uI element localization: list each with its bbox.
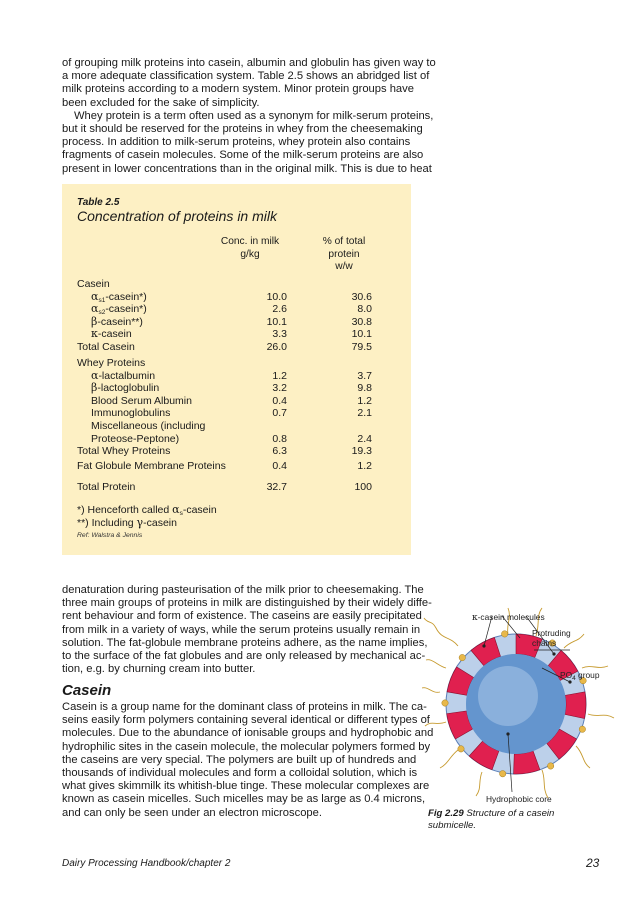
table-row: Immunoglobulins 0.7 2.1 bbox=[91, 407, 372, 420]
submicelle-diagram bbox=[422, 596, 622, 806]
text-line: of grouping milk proteins into casein, albumin and globulin has given way to bbox=[62, 57, 436, 69]
po4-spot bbox=[442, 700, 448, 706]
table-row: Proteose-Peptone) 0.8 2.4 bbox=[91, 432, 372, 445]
po4-spot bbox=[458, 746, 464, 752]
text-line: and can only be seen under an electron microscope. bbox=[62, 806, 322, 819]
text-line: the caseins are very special. The polymers are built up of hundreds and bbox=[62, 753, 417, 766]
text-line: solution. The fat-globule membrane proteins adhere, as the name implies, bbox=[62, 636, 428, 649]
text-line: what gives skimmilk its whitish-blue tinge. These molecular complexes are bbox=[62, 780, 430, 793]
po4-group-label: $PO_4$ group bbox=[560, 670, 600, 682]
table-title: Concentration of proteins in milk bbox=[77, 208, 277, 224]
casein-paragraph bbox=[62, 701, 434, 820]
kappa-casein-label: κ-casein molecules bbox=[472, 612, 545, 623]
figure-caption: Fig 2.29 Structure of a casein submicelle. bbox=[428, 808, 555, 831]
body-paragraph bbox=[62, 584, 432, 676]
protruding-chains-label: Protruding chains bbox=[532, 628, 571, 648]
table-row-total: Total Casein 26.0 79.5 bbox=[77, 341, 372, 353]
text-line: fragments of casein molecules. Some of the milk-serum proteins are also bbox=[62, 149, 424, 162]
text-line: hydrophilic sites in the casein molecule, the molecular polymers formed by bbox=[62, 740, 431, 753]
text-line: Casein is a group name for the dominant class of proteins in milk. The ca- bbox=[62, 701, 427, 713]
po4-spot bbox=[459, 654, 465, 660]
table-row: Miscellaneous (including bbox=[91, 420, 206, 432]
text-line: milk proteins according to a modern system. Minor protein groups have bbox=[62, 83, 414, 96]
leader-dot bbox=[482, 644, 485, 647]
footnote-1: *) Henceforth called $\alpha_s$-casein bbox=[77, 503, 217, 517]
leader-dot bbox=[506, 732, 509, 735]
leader-dot bbox=[552, 652, 555, 655]
running-footer: Dairy Processing Handbook/chapter 2 bbox=[62, 858, 231, 869]
text-line: process. In addition to milk-serum proteins, whey protein also contains bbox=[62, 136, 411, 149]
text-line: but it should be reserved for the proteins in whey from the cheesemaking bbox=[62, 123, 423, 136]
intro-paragraph bbox=[62, 57, 436, 176]
text-line: to the surface of the fat globules and are only released by mechanical ac- bbox=[62, 650, 426, 663]
group-heading-casein: Casein bbox=[77, 278, 110, 290]
text-line: seins easily form polymers containing several identical or different types of bbox=[62, 714, 430, 727]
po4-spot bbox=[579, 726, 585, 732]
text-line: molecules. Due to the abundance of ionisable groups and hydrophobic and bbox=[62, 727, 434, 740]
kappa-casein-segment bbox=[565, 692, 586, 719]
table-row: Fat Globule Membrane Proteins 0.4 1.2 bbox=[77, 460, 372, 472]
text-line: from milk in a variety of ways, while the serum proteins usually remain in bbox=[62, 623, 421, 636]
group-heading-whey: Whey Proteins bbox=[77, 357, 146, 369]
text-line: present in lower concentrations than in the original milk. This is due to heat bbox=[62, 162, 432, 175]
text-line: known as casein micelles. Such micelles may be as large as 0.4 microns, bbox=[62, 793, 426, 806]
page-number: 23 bbox=[586, 856, 600, 870]
section-heading: Casein bbox=[62, 682, 112, 699]
text-line: tion, e.g. by churning cream into butter. bbox=[62, 663, 256, 676]
core-sheen bbox=[478, 666, 538, 726]
table-row: β-lactoglobulin 3.2 9.8 bbox=[91, 381, 372, 395]
table-row: β-casein**) 10.1 30.8 bbox=[91, 314, 372, 328]
protein-table-box bbox=[62, 184, 411, 555]
hydrophobic-core-label: Hydrophobic core bbox=[486, 794, 552, 804]
table-row-total: Total Protein 32.7 100 bbox=[77, 481, 372, 493]
po4-spot bbox=[501, 631, 507, 637]
table-row: $\alpha_{s2}-casein*$) 2.6 8.0 bbox=[91, 302, 372, 317]
table-row: $\alpha_{s1}-casein*$) 10.0 30.6 bbox=[91, 289, 372, 304]
po4-spot bbox=[547, 763, 553, 769]
casein-submicelle-figure bbox=[422, 596, 622, 806]
table-row: Blood Serum Albumin 0.4 1.2 bbox=[91, 394, 372, 407]
table-row: α-lactalbumin 1.2 3.7 bbox=[91, 368, 372, 382]
text-line: been excluded for the sake of simplicity. bbox=[62, 96, 260, 109]
text-line: a more adequate classification system. Table 2.5 shows an abridged list of bbox=[62, 70, 430, 83]
text-line: denaturation during pasteurisation of the milk prior to cheesemaking. The bbox=[62, 584, 424, 596]
col2-header: % of total protein w/w bbox=[322, 236, 366, 273]
text-line: rent behaviour and form of existence. The caseins are easily precipitated bbox=[62, 610, 422, 623]
table-row-total: Total Whey Proteins 6.3 19.3 bbox=[77, 445, 372, 458]
table-row: κ-casein 3.3 10.1 bbox=[91, 327, 372, 341]
text-line: thousands of individual molecules and form a colloidal solution, which is bbox=[62, 767, 418, 780]
table-reference: Ref: Walstra & Jennis bbox=[77, 532, 143, 539]
po4-spot bbox=[499, 771, 505, 777]
table-label: Table 2.5 bbox=[77, 197, 120, 208]
text-line: three main groups of proteins in milk are distinguished by their widely diffe- bbox=[62, 597, 432, 610]
col1-header: Conc. in milk g/kg bbox=[220, 236, 280, 260]
footnote-2: **) Including γ-casein bbox=[77, 516, 177, 529]
text-line: Whey protein is a term often used as a synonym for milk-serum proteins, bbox=[74, 109, 434, 122]
